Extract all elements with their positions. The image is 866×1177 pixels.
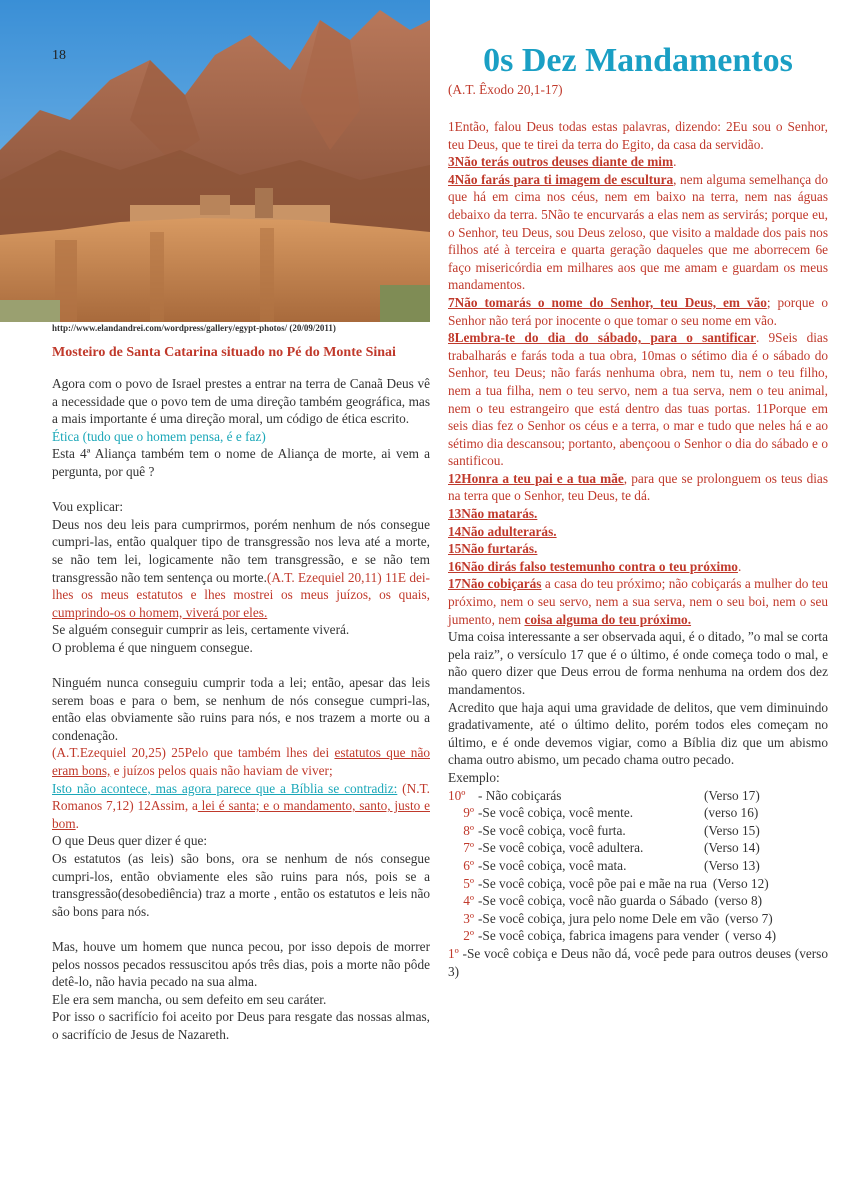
example-verse: (Verso 12) bbox=[712, 875, 769, 891]
verse: 1Então, falou Deus todas estas palavras, dizendo: 2Eu sou o Senhor, teu Deus, que te tirei da terra do Egito, da casa da servidão. bbox=[448, 119, 828, 152]
paragraph: Os estatutos (as leis) são bons, ora se nenhum de nós consegue cumpri-los, então obviamente eles são ruins para nós, pois se a transgressão(desobediência) traz a morte , então os estatutos e leis não são bons para nós. bbox=[52, 851, 430, 919]
example-row bbox=[448, 892, 828, 910]
example-list bbox=[448, 787, 828, 945]
paragraph: Ninguém nunca conseguiu cumprir toda a lei; então, apesar das leis serem boas e para o bem, se nenhum de nós consegue cumpri-las, então elas obviamente são ruins para nós, e nos trazem a morte ou a condenação. bbox=[52, 675, 430, 743]
commandment-7 bbox=[448, 294, 828, 329]
paragraph: Agora com o povo de Israel prestes a entrar na terra de Canaã Deus vê a necessidade que o povo tem de uma direção também geográfica, mas a mais importante é uma direção moral, um código de ética escrito. bbox=[52, 376, 430, 427]
commandment-heading: 7Não tomarás o nome do Senhor, teu Deus, em vão bbox=[448, 294, 767, 310]
text: Deus nos deu leis para cumprirmos, porém nenhum de nós consegue cumpri-las, então qualquer tipo de transgressão nos leva até a morte, se não tem lei, logicamente não tem transgressão, e se não tem transgressão não tem sentença ou morte. bbox=[52, 516, 430, 585]
commandment-4 bbox=[448, 171, 828, 294]
left-column bbox=[52, 375, 430, 1044]
example-verse: (Verso 13) bbox=[704, 857, 760, 873]
example-verse: (Verso 14) bbox=[704, 840, 760, 856]
paragraph: O que Deus quer dizer é que: bbox=[52, 833, 208, 849]
right-column bbox=[448, 118, 828, 980]
paragraph: Ele era sem mancha, ou sem defeito em seu caráter. bbox=[52, 991, 327, 1007]
example-verse: (Verso 17) bbox=[704, 787, 760, 803]
commandment-8 bbox=[448, 329, 828, 470]
bible-quote-underlined: cumprindo-os o homem, viverá por eles. bbox=[52, 604, 268, 620]
example-row bbox=[448, 787, 828, 805]
example-row bbox=[448, 839, 828, 857]
commandment-heading: 16Não dirás falso testemunho contra o teu próximo bbox=[448, 558, 738, 574]
example-verse: (Verso 15) bbox=[704, 822, 760, 838]
paragraph: Por isso o sacrifício foi aceito por Deus para resgate das nossas almas, o sacrifício de Jesus de Nazareth. bbox=[52, 1009, 430, 1042]
text: . bbox=[737, 558, 742, 574]
bible-quote: (N.T. Romanos 7,12) 12Assim, a bbox=[52, 780, 430, 814]
paragraph: Esta 4ª Aliança também tem o nome de Aliança de morte, ai vem a pergunta, por quê ? bbox=[52, 446, 430, 479]
commandment-3 bbox=[448, 153, 828, 171]
example-text: -Se você cobiça, você mata. bbox=[478, 857, 627, 873]
commandment-heading: 4Não farás para ti imagem de escultura bbox=[448, 171, 674, 187]
underlined-text: estatutos que não eram bons, bbox=[52, 745, 430, 779]
example-text: -Se você cobiça, você mente. bbox=[478, 805, 634, 821]
bible-quote: (A.T. Ezequiel 20,11) 11E dei-lhes os meus estatutos e lhes mostrei os meus juízos, os quais, bbox=[52, 569, 430, 603]
example-text: - Não cobiçarás bbox=[478, 787, 562, 803]
text: . 9Seis dias trabalharás e farás toda a tua obra, 10mas o sétimo dia é o sábado do Senhor, teu Deus; não farás nenhuma obra, nem tu, nem o teu filho, nem a tua filha, nem o teu servo, nem a tua serva, nem o teu animal, nem o teu estrangeiro que está dentro das tuas portas. 11Porque em seis dias fez o Senhor os céus e a terra, o mar e tudo que neles há e ao sétimo dia descansou; portanto, abençoou o Senhor o dia do sábado e o santificou. bbox=[448, 330, 828, 469]
paragraph bbox=[52, 516, 430, 622]
text: . bbox=[673, 154, 677, 170]
paragraph: O problema é que ninguem consegue. bbox=[52, 639, 253, 655]
example-row bbox=[448, 857, 828, 875]
example-row bbox=[448, 822, 828, 840]
page-title: 0s Dez Mandamentos bbox=[483, 42, 793, 79]
example-number: 9º bbox=[463, 805, 474, 821]
text: e juízos pelos quais não haviam de viver; bbox=[110, 763, 333, 779]
text: , nem alguma semelhança do que há em cima nos céus, nem em baixo na terra, nem nas águas debaixo da terra. 5Não te encurvarás a elas nem as servirás; porque eu, o Senhor, teu Deus, sou Deus zeloso, que visito a maldade dos pais nos filhos até à terceira e quarta geração daqueles que me aborrecem 6e faço misericórdia em milhares aos que me amam e guardam os meus mandamentos. bbox=[448, 171, 829, 293]
example-text: -Se você cobiça, fabrica imagens para vender bbox=[478, 928, 720, 944]
example-verse: (verso 16) bbox=[704, 805, 759, 821]
ethics-note: Ética (tudo que o homem pensa, é e faz) bbox=[52, 428, 266, 444]
photo-caption: Mosteiro de Santa Catarina situado no Pé do Monte Sinai bbox=[52, 345, 396, 360]
text: ; porque o Senhor não terá por inocente o que tomar o seu nome em vão. bbox=[448, 294, 829, 328]
commandment-12 bbox=[448, 470, 828, 505]
example-number: 7º bbox=[463, 840, 474, 856]
example-number: 10º bbox=[448, 787, 466, 803]
example-text: -Se você cobiça e Deus não dá, você pede para outros deuses (verso 3) bbox=[448, 945, 829, 979]
paragraph: Mas, houve um homem que nunca pecou, por isso depois de morrer pelos nossos pecados ressuscitou após três dias, pois a morte não pôde detê-lo, não havia pecado na sua alma. bbox=[52, 939, 430, 990]
example-number: 8º bbox=[463, 822, 474, 838]
example-number: 3º bbox=[463, 910, 474, 926]
contradiction-note: Isto não acontece, mas agora parece que a Bíblia se contradiz: bbox=[52, 780, 398, 796]
paragraph: Acredito que haja aqui uma gravidade de delitos, que vem diminuindo gradativamente, até o último delito, porém todos eles começam no último, e é onde devemos vigiar, como a Bíblia diz que um abismo chama outro abismo, um pecado chama outro pecado. bbox=[448, 699, 828, 768]
bible-quote bbox=[52, 744, 430, 779]
commandment-heading: 17Não cobiçarás bbox=[448, 576, 542, 592]
example-number: 2º bbox=[463, 928, 474, 944]
commandment-heading: 3Não terás outros deuses diante de mim bbox=[448, 154, 674, 170]
page-number: 18 bbox=[52, 48, 66, 63]
example-verse: ( verso 4) bbox=[725, 928, 777, 944]
example-row bbox=[448, 875, 828, 893]
example-text: -Se você cobiça, você põe pai e mãe na rua bbox=[478, 875, 707, 891]
commandment-16 bbox=[448, 558, 828, 576]
page-subtitle: (A.T. Êxodo 20,1-17) bbox=[448, 82, 563, 97]
example-verse: (verso 8) bbox=[714, 893, 763, 909]
commandment-17 bbox=[448, 575, 828, 628]
example-row bbox=[448, 910, 828, 928]
example-number: 1º bbox=[448, 945, 459, 961]
example-row bbox=[448, 804, 828, 822]
commandment-heading: 12Honra a teu pai e a tua mãe bbox=[448, 470, 624, 486]
text: , para que se prolonguem os teus dias na terra que o Senhor, teu Deus, te dá. bbox=[448, 470, 828, 504]
text: . bbox=[75, 815, 79, 831]
example-verse: (verso 7) bbox=[725, 910, 773, 926]
paragraph: Uma coisa interessante a ser observada aqui, é o ditado, ”o mal se corta pela raiz”, o versículo 17 que é o último, é onde começa todo o mal, e não quero dizer que Deus errou de forma nenhuma na ordem dos dez mandamentos. bbox=[448, 629, 828, 697]
text: (A.T.Ezequiel 20,25) 25Pelo que também lhes dei bbox=[52, 745, 335, 761]
example-text: -Se você cobiça, você furta. bbox=[478, 822, 626, 838]
example-text: -Se você cobiça, você adultera. bbox=[478, 840, 644, 856]
example-label: Exemplo: bbox=[448, 769, 500, 785]
commandment-heading: 8Lembra-te do dia do sábado, para o santificar bbox=[448, 330, 756, 346]
example-number: 4º bbox=[463, 893, 474, 909]
commandment-13: 13Não matarás. bbox=[448, 506, 538, 522]
example-last bbox=[448, 945, 828, 980]
commandment-heading: coisa alguma do teu próximo. bbox=[524, 611, 692, 627]
example-text: -Se você cobiça, jura pelo nome Dele em vão bbox=[478, 910, 720, 926]
photo-credit: http://www.elandandrei.com/wordpress/gallery/egypt-photos/ (20/09/2011) bbox=[52, 323, 336, 333]
paragraph: Vou explicar: bbox=[52, 499, 124, 515]
paragraph bbox=[52, 780, 430, 833]
example-number: 5º bbox=[463, 875, 474, 891]
text: a casa do teu próximo; não cobiçarás a mulher do teu próximo, nem o seu servo, nem a sua serva, nem o seu boi, nem o seu jumento, nem bbox=[448, 576, 829, 627]
bible-quote-underlined: lei é santa; e o mandamento, santo, justo e bom bbox=[52, 798, 430, 831]
example-text: -Se você cobiça, você não guarda o Sábado bbox=[478, 893, 709, 909]
commandment-14: 14Não adulterarás. bbox=[448, 523, 557, 539]
example-row bbox=[448, 927, 828, 945]
example-number: 6º bbox=[463, 857, 474, 873]
paragraph: Se alguém conseguir cumprir as leis, certamente viverá. bbox=[52, 622, 350, 638]
commandment-15: 15Não furtarás. bbox=[448, 541, 538, 557]
